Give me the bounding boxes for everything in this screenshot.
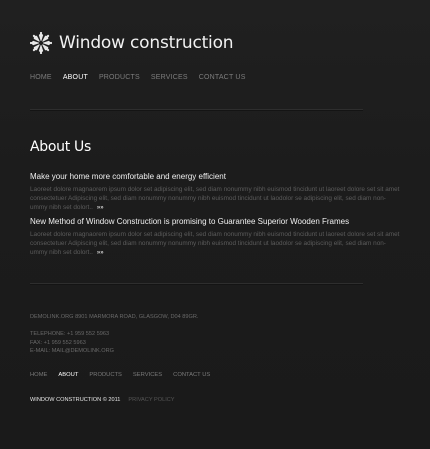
read-more-icon[interactable]: »» bbox=[96, 204, 104, 211]
nav-item-contact-us[interactable]: CONTACT US bbox=[198, 74, 246, 81]
nav-item-products[interactable]: PRODUCTS bbox=[98, 74, 140, 81]
footer-nav-item-home[interactable]: HOME bbox=[30, 372, 48, 378]
article-title[interactable]: New Method of Window Construction is promising to Guarantee Superior Wooden Frames bbox=[30, 217, 350, 226]
copyright-text: WINDOW CONSTRUCTION © 2011 bbox=[30, 397, 121, 403]
footer-nav-item-about[interactable]: ABOUT bbox=[58, 372, 79, 378]
article-text: Laoreet dolore magnaorem ipsum dolor set adipiscing elit, sed diam nonummy nibh euismod tincidunt ut laoreet dolore set sit amet consectetuer Adipiscing elit, sed diam nonummy nonummy nibh euismod tincidunt ut laodolor se adipiscing elit, sed diam non-ummy nibh set dolort.. bbox=[30, 231, 400, 256]
footer-email[interactable]: E-MAIL: MAIL@DEMOLINK.ORG bbox=[30, 348, 115, 355]
footer-nav-item-products[interactable]: PRODUCTS bbox=[89, 372, 122, 378]
article bbox=[30, 217, 402, 257]
divider bbox=[30, 283, 363, 285]
nav-item-services[interactable]: SERVICES bbox=[150, 74, 188, 81]
footer-telephone: TELEPHONE: +1 959 552 5963 bbox=[30, 331, 110, 337]
footer-contacts bbox=[30, 330, 114, 356]
footer-fax: FAX: +1 959 552 5963 bbox=[30, 339, 86, 346]
article-body bbox=[30, 186, 402, 212]
footer-address: DEMOLINK.ORG 8901 MARMORA ROAD, GLASGOW, D04 89GR. bbox=[30, 314, 199, 320]
footer-nav bbox=[30, 372, 221, 378]
footer-copyright-bar bbox=[30, 397, 175, 403]
article-text: Laoreet dolore magnaorem ipsum dolor set adipiscing elit, sed diam nonummy nibh euismod tincidunt ut laoreet dolore set sit amet consectetuer Adipiscing elit, sed diam nonummy nonummy nibh euismod tincidunt ut laodolor se adipiscing elit, sed diam non-ummy nibh set dolort.. bbox=[30, 186, 400, 211]
site-header bbox=[30, 30, 233, 56]
read-more-icon[interactable]: »» bbox=[96, 249, 104, 256]
footer-nav-item-contact-us[interactable]: CONTACT US bbox=[173, 372, 211, 378]
footer-nav-item-services[interactable]: SERVICES bbox=[132, 372, 163, 378]
divider bbox=[30, 109, 363, 111]
privacy-policy-link[interactable]: PRIVACY POLICY bbox=[128, 397, 175, 403]
site-title[interactable]: Window construction bbox=[59, 33, 234, 53]
article bbox=[30, 172, 402, 212]
page-title: About Us bbox=[30, 139, 91, 155]
nav-item-about[interactable]: ABOUT bbox=[62, 74, 88, 81]
main-nav bbox=[30, 74, 257, 81]
article-title[interactable]: Make your home more comfortable and energy efficient bbox=[30, 172, 226, 181]
nav-item-home[interactable]: HOME bbox=[30, 74, 52, 81]
snowflake-flower-icon[interactable] bbox=[30, 32, 52, 54]
article-body bbox=[30, 231, 402, 257]
